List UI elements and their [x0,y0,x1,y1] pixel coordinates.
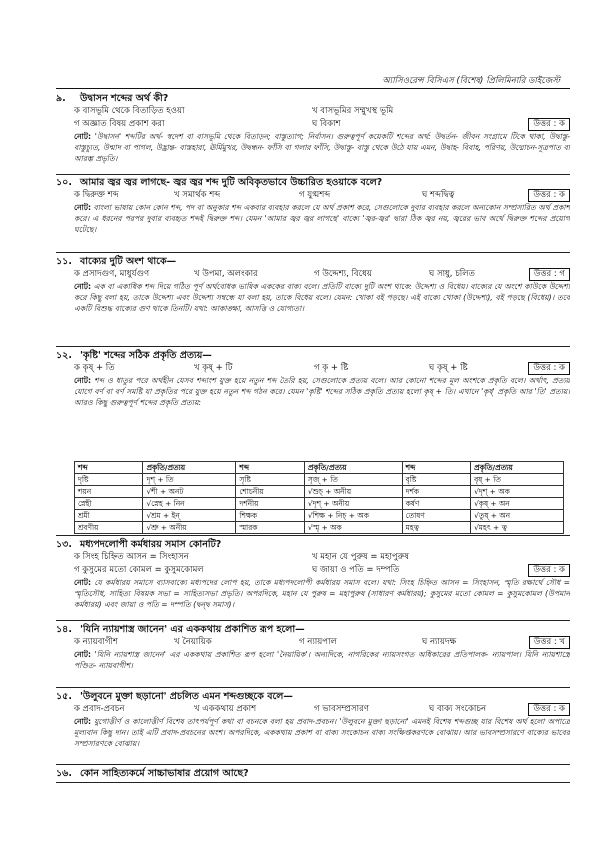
option-a: ক বাসভূমি থেকে বিতাড়িত হওয়া [74,106,185,116]
option-d: ঘ ন্যায়দক্ষ [422,637,457,647]
option-c: গ ন্যায়পাল [299,637,337,647]
divider [56,764,570,765]
table-cell: √কৃষ্ + অন [471,498,564,510]
note: নোট: শব্দ ও ধাতুর পরে অর্থহীন যেসব শব্দাংশ যুক্ত হয়ে নতুন শব্দ তৈরি হয়, সেগুলোকে প্রত্যয় বলে। আর কোনো শব্দের মূল অংশকে প্রকৃতি বলে। অর্থাৎ, প্রত্যয় যোগে বর্ণ বা বর্ণ সমষ্টি যা প্রকৃতির পরে যুক্ত হয়ে নতুন শব্দ গঠন করে। যেমন 'কৃষ্টি' শব্দের সঠিক প্রকৃতি প্রত্যয় হলো কৃষ্ + তি। এখানে 'কৃষ্' প্রকৃতি আর 'তি' প্রত্যয়। আরও কিছু গুরুত্বপূর্ণ শব্দের প্রকৃতি প্রত্যয়: [74,376,570,407]
option-c: গ যুগ্মশব্দ [299,190,331,200]
table-cell: √শী + অনট [143,486,236,498]
question-stem: ৯. উদ্বাসন শব্দের অর্থ কী? [56,93,169,104]
question-stem: ১৪. 'যিনি ন্যায়শাস্ত্র জানেন' এর এককথায় প্রকাশিত রূপ হলো— [56,624,305,635]
question-9 [56,92,570,175]
answer-box: উত্তর : ক [528,703,570,716]
question-stem: ১১. বাক্যের দুটি অংশ থাকে— [56,256,177,267]
answer-box: উত্তর : ক [528,564,570,577]
option-b: খ সমার্থক শব্দ [174,190,221,200]
divider [56,687,570,688]
table-cell: শ্রবণীয় [75,522,143,534]
table-cell: শয়ন [75,486,143,498]
question-stem: ১০. আমার জ্বর জ্বর লাগছে- জ্বর জ্বর শব্দ দুটি অবিকৃতভাবে উচ্চারিত হওয়াকে বলে? [56,177,383,188]
option-d: ঘ জায়া ও পতি = দম্পতি [312,565,400,575]
question-12 [56,349,570,419]
table-cell: √তুষ্ + অন [471,510,564,522]
question-13 [56,538,570,621]
option-c: গ ভাবসম্প্রসারণ [314,704,369,714]
options-row [74,551,570,564]
note: নোট: যে কর্মধারয় সমাসে ব্যাসবাক্যে মধ্যপদের লোপ হয়, তাকে মধ্যপদলোপী কর্মধারয় সমাস বলে। যথা: সিংহ চিহ্নিত আসন = সিংহাসন, স্মৃতি রক্ষার্থে সৌধ = স্মৃতিসৌধ, সাহিত্য বিষয়ক সভা = সাহিত্যসভা প্রভৃতি। অপরদিকে, মহান যে পুরুষ = মহাপুরুষ (সাধারণ কর্মধারয়); কুসুমের মতো কোমল = কুসুমকোমল (উপমান কর্মধারয়) এবং জায়া ও পতি = দম্পতি (দ্বন্দ্ব সমাস)। [74,578,570,609]
question-stem: ১৩. মধ্যপদলোপী কর্মধারয় সমাস কোনটি? [56,539,222,550]
option-c: গ অজ্ঞাত বিষয় প্রকাশ করা [74,119,165,129]
question-10 [56,176,570,246]
prakriti-pratyay-table [74,461,564,534]
table-cell: শিক্ষক [236,510,304,522]
question-stem: ১৬. কোন সাহিত্যকর্মে সাচ্চাভাষার প্রয়োগ আছে? [56,768,249,779]
table-header-cell: প্রকৃতি/প্রত্যয় [143,462,236,474]
options-row [74,189,570,202]
options-row [74,703,570,716]
option-b: খ বাসভূমির সম্মুখস্থ ভূমি [312,106,394,116]
table-cell: কর্ষণ [402,498,470,510]
options-row [74,118,570,131]
option-a: ক ন্যায়বাগীশ [74,637,118,647]
divider [56,346,570,347]
table-header-cell: প্রকৃতি/প্রত্যয় [471,462,564,474]
page-header: অ্যাসিওরেন্স বিসিএস (বিশেষ) প্রিলিমিনারি ডাইজেস্ট [382,76,560,86]
table-cell: শ্রমী [75,510,143,522]
question-16 [56,767,570,780]
divider [56,174,570,175]
table-cell: তোষণ [402,510,470,522]
options-row [74,636,570,649]
table-cell: √শুচ্ + অনীয় [304,486,402,498]
option-a: ক কৃষ্ + তি [74,363,115,373]
option-a: ক প্রবাদ-প্রবচন [74,704,125,714]
note: নোট: এক বা একাধিক শব্দ দিয়ে গঠিত পূর্ণ অর্থবোধক ভাষিক এককের বাক্য বলে। প্রতিটি বাক্যে দুটি অংশ থাকে: উদ্দেশ্য ও বিধেয়। বাক্যের যে অংশে কাউকে উদ্দেশ্য করে কিছু বলা হয়, তাকে উদ্দেশ্য এবং উদ্দেশ্য সম্বন্ধে যা বলা হয়, তাকে বিধেয় বলে। যেমন: খোকা বই পড়ছে। এই বাক্যে খোকা (উদ্দেশ্য), বই পড়ছে (বিধেয়)। তবে একটি বিশুদ্ধ বাক্যের গুণ থাকে তিনটি। যথা: আকাঙ্ক্ষা, আসত্তি ও যোগ্যতা। [74,282,570,313]
table-cell: দর্শনীয় [236,498,304,510]
table-cell: শোচনীয় [236,486,304,498]
option-d: ঘ কৃষ্ + ষ্টি [429,363,468,373]
table-cell: √দৃশ্ + অক [471,486,564,498]
note: নোট: 'যিনি ন্যায়শাস্ত্র জানেন' এর এককথায় প্রকাশিত রূপ হলো 'নৈয়ায়িক'। অন্যদিকে, নাগরিকের ন্যায়সংগত অধিকারের প্রতিপালক- ন্যায়পাল। যিনি ন্যায়শাস্ত্রে পণ্ডিত- ন্যায়বাগীশ। [74,650,570,670]
table-header-cell: শব্দ [75,462,143,474]
option-d: ঘ সাধু, চলিত [429,269,475,279]
option-c: গ কৃ + ষ্টি [314,363,349,373]
option-a: ক প্রসাদগুণ, মাধুর্যগুণ [74,269,150,279]
divider [56,782,570,783]
header-rule [56,88,570,89]
question-11 [56,255,570,336]
question-14 [56,623,570,682]
option-d: ঘ শব্দদ্বিত্ব [422,190,455,200]
table-row [75,510,564,522]
question-15 [56,690,570,760]
table-cell: স্নেহী [75,498,143,510]
table-cell: √শিক্ষ + নিচ্ + অক [304,510,402,522]
table-cell: √দৃশ্ + অনীয় [304,498,402,510]
options-row [74,268,570,281]
divider [56,252,570,253]
options-row [74,105,570,118]
question-stem: ১৫. 'উলুবনে মুক্তা ছড়ানো' প্রচলিত এমন শব্দগুচ্ছকে বলে— [56,691,293,702]
question-stem: ১২. 'কৃষ্টি' শব্দের সঠিক প্রকৃতি প্রত্যয়— [56,350,212,361]
option-d: ঘ বাক্য সংকোচন [429,704,487,714]
table-cell: বৃষ্ + তি [471,474,564,486]
table-cell: √স্নেহ + নিন [143,498,236,510]
table-cell: √শ্রু + অনীয় [143,522,236,534]
table-cell: √শ্রম + ইন্ [143,510,236,522]
divider [56,535,570,536]
table-row [75,498,564,510]
answer-box: উত্তর : গ [529,268,570,281]
option-a: ক দ্বিরুক্ত শব্দ [74,190,119,200]
option-a: ক সিংহ চিহ্নিত আসন = সিংহাসন [74,552,189,562]
table-cell: স্মারক [236,522,304,534]
table-cell: বৃষ্টি [402,474,470,486]
table-header-cell: শব্দ [402,462,470,474]
options-row [74,362,570,375]
table-cell: দর্শক [402,486,470,498]
note: নোট: 'উদ্বাসন' শব্দটির অর্থ- স্বদেশ বা বাসভূমি থেকে বিতাড়ন; বাস্তুত্যাগ; নির্বাসন। গুরুত্বপূর্ণ কয়েকটি শব্দের অর্থ: উদ্বর্তন- জীবন সংগ্রামে টিকে থাকা, উদ্বাস্তু- বাস্তুচ্যুত, উন্মাদ বা পাগল, উদ্ভ্রান্ত- বাস্তহারা, ঊর্মিমুখর, উদ্বন্ধন- ফাঁসি বা গলার ফাঁসি, উদ্বাস্তু- বাস্তু থেকে উঠে যায় এমন, উদ্বাহ- বিবাহ, পরিণয়, উদ্মোচন-সূত্রপাত বা আরম্ভ প্রভৃতি। [74,132,570,163]
table-row [75,474,564,486]
table-cell: সৃষ্টি [236,474,304,486]
answer-box: উত্তর : খ [529,636,570,649]
table-cell: দৃষ্টি [75,474,143,486]
answer-box: উত্তর : ক [528,118,570,131]
option-b: খ মহান যে পুরুষ = মহাপুরুষ [312,552,409,562]
answer-box: উত্তর : ক [528,189,570,202]
table-cell: √স্মৃ + অক [304,522,402,534]
table-header-cell: শব্দ [236,462,304,474]
table-cell: দৃশ্ + তি [143,474,236,486]
table-cell: সৃজ্ + তি [304,474,402,486]
option-b: খ কৃষ্ + টি [194,363,233,373]
note: নোট: বাংলা ভাষায় কোন কোন শব্দ, পদ বা অনুকার শব্দ একবার ব্যবহার করলে যে অর্থ প্রকাশ করে, সেগুলোকে দুবার ব্যবহার করলে অন্যকোন সম্প্রসারিত অর্থ প্রকাশ করে। এ ধরনের পরপর দুবার ব্যবহৃত শব্দই দ্বিরুক্ত শব্দ। যেমন 'আমার জ্বর জ্বর লাগছে' বাক্যে 'জ্বর-জ্বর' দ্বারা ঠিক জ্বর নয়, জ্বরের ভাব অর্থে দ্বিরুক্ত শব্দের প্রয়োগ ঘটেছে। [74,203,570,234]
table-cell: √মহৎ + ত্ব [471,522,564,534]
option-d: ঘ বিকাশ [312,119,341,129]
answer-box: উত্তর : ক [528,362,570,375]
option-b: খ উপমা, অলংকার [194,269,258,279]
table-row [75,486,564,498]
option-b: খ নৈয়ায়িক [174,637,212,647]
table-cell: মহত্ব [402,522,470,534]
note: নোট: যুগোত্তীর্ণ ও কালোত্তীর্ণ বিশেষ তাৎপর্যপূর্ণ কথা বা বচনকে বলা হয় প্রবাদ-প্রবচন। 'উলুবনে মুক্তা ছড়ানো' এমনই বিশেষ শব্দগুচ্ছ যার বিশেষ অর্থ হলো অপাত্রে মূল্যবান কিছু দান। তাই এটি প্রবাদ-প্রবচনের অংশ। অপরদিকে, এককথায় প্রকাশ বা বাক্য সংকোচন বাক্য সংক্ষিপ্তকরণকে বোঝায়। আর ভাবসম্প্রসারণে বাক্যের ভাবের সম্প্রসারণকে বোঝায়। [74,717,570,748]
divider [56,620,570,621]
option-b: খ এককথায় প্রকাশ [194,704,257,714]
table-row [75,522,564,534]
options-row [74,564,570,577]
table-header-cell: প্রকৃতি/প্রত্যয় [304,462,402,474]
option-c: গ কুসুমের মতো কোমল = কুসুমকোমল [74,565,204,575]
option-c: গ উদ্দেশ্য, বিধেয় [314,269,372,279]
